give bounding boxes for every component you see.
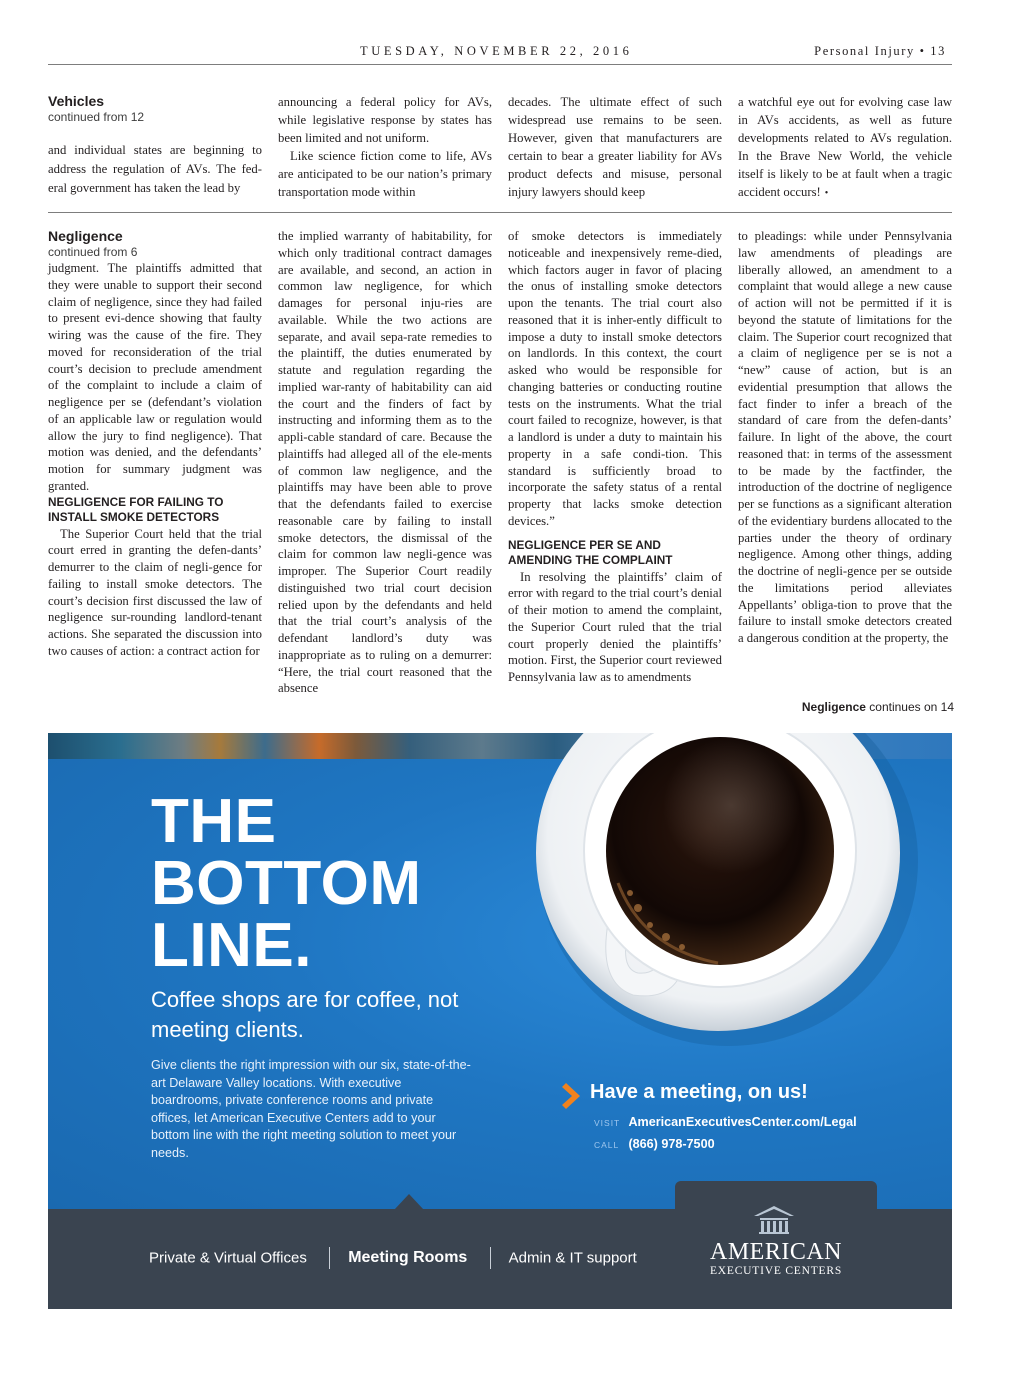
negligence-column-4 [738,228,952,647]
ad-subhead: Coffee shops are for coffee, not meeting clients. [151,987,459,1042]
headline-line-1: THE [151,787,277,856]
services-list [149,1247,637,1269]
coffee-cup-image [468,733,952,1053]
negligence-text-4: to pleadings: while under Pennsylvania law amendments of pleadings are liberally allowed, an amendment to a complaint that would allege a new cause of action will not be permitted if it is beyond the statute of limitations for the claim. The Superior court recognized that a claim of negligence per se is not a “new” cause of action, but is an evidential presumption that allows the fact finder to infer a breach of the standard of care from the defen-dants’ failure. In light of the above, the court reasoned that: in terms of the assessment to be made by the factfinder, the introduction of the doctrine of negligence per se functions as a significant alteration of the evidentiary burdens allocated to the parties under the theory of ordinary negligence. Among other things, adding the doctrine of negli-gence per se outside the limitations period alleviates Appellants’ obliga-tion to prove that the failure to install smoke detectors created a dangerous condition at the property, the [738,229,952,645]
building-icon [753,1205,795,1235]
negligence-continued: continued from 6 [48,245,138,259]
negligence-text-2: the implied warranty of habitability, for which only traditional contract damages are available, and second, an action in common law negligence, for which damages for personal inju-ries are available. While the two actions are separate, and avail sepa-rate remedies to the plaintiff, the duties enumerated by statute and regulation regarding the implied war-ranty of habitability can aid the court and the finders of fact by instructing and informing them as to the appli-cable standard of care. Because the plaintiffs had alleged all of the ele-ments of common law negligence, and the plaintiffs may have been able to prove that the defendants failed to exercise reasonable care by failing to install smoke detectors, the dismissal of the claim for common law negli-gence was improper. The Superior Court readily distinguished two trial court decision relied upon by the defendants and held that the trial court’s analysis of the defendant landlord’s duty was inappropriate as to ruling on a demurrer: “Here, the trial court reasoned that the absence [278,229,492,696]
visit-label: VISIT [594,1118,621,1128]
continuation-line [802,700,954,714]
vehicles-title: Vehicles [48,93,105,109]
band-notch [394,1194,424,1210]
ad-body-text: Give clients the right impression with our six, state-of-the-art Delaware Valley locations. With executive boardrooms, private conference rooms and private offices, let American Executive Centers add to your bottom line with the right meeting solution to meet your needs. [151,1058,471,1160]
headline-line-2: BOTTOM [151,849,422,918]
end-mark: • [824,188,829,199]
ad-headline [151,787,422,980]
negligence-title: Negligence [48,228,123,244]
company-logo [675,1181,877,1309]
vehicles-text-3: decades. The ultimate effect of such widespread use remains to be seen. However, given that manufacturers are certain to bear a greater liability for AVs product defects and misuse, personal injury lawyers should keep [508,95,722,199]
divider [329,1247,330,1269]
continuation-text: continues on 14 [869,700,954,714]
vehicles-column-2 [278,93,492,201]
issue-date: TUESDAY, NOVEMBER 22, 2016 [360,44,633,58]
vehicles-column-3 [508,93,722,201]
divider [490,1247,491,1269]
negligence-text-3b: In resolving the plaintiffs’ claim of error with regard to the trial court’s denial of their motion to amend the complaint, the Superior Court ruled that the trial court properly denied the plaintiffs’ motion. First, the Superior court reviewed Pennsylvania law as to amendments [508,569,722,684]
negligence-text-1a: judgment. The plaintiffs admitted that they were unable to support their second claim of negligence, since they had failed to present evi-dence showing that faulty wiring was the cause of the fire. They moved for reconsideration of the trial court’s decision to preclude amendment of the complaint to include a claim of negligence per se (defendant’s violation of an applicable law or regulation would allow the jury to find negligence). That motion was denied, and the defendants’ motion for summary judgment was granted. [48,261,262,493]
call-row[interactable] [594,1135,715,1153]
negligence-column-1 [48,228,262,660]
negligence-text-1b: The Superior Court held that the trial court erred in granting the defen-dants’ demurrer to the claim of negli-gence for failing to install smoke detectors. The court’s decision first discussed the law of negligence sur-rounding landlord-tenant actions. She separated the discussion into two causes of action: a contract action for [48,526,262,658]
vehicles-text-2: announcing a federal policy for AVs, while legislative response by states has been limited and not uniform. [278,95,492,145]
service-meeting-rooms: Meeting Rooms [348,1249,468,1266]
header-rule [48,64,952,65]
article-divider [48,212,952,213]
negligence-column-2 [278,228,492,697]
page-header [48,44,952,64]
visit-row[interactable] [594,1113,857,1131]
logo-text-executive-centers: EXECUTIVE CENTERS [709,1265,843,1277]
logo-text-american: AMERICAN [709,1239,842,1265]
service-private-offices: Private & Virtual Offices [149,1249,307,1267]
service-admin-it: Admin & IT support [508,1249,637,1267]
continuation-word: Negligence [801,700,866,714]
website-link[interactable]: AmericanExecutivesCenter.com/Legal [628,1115,857,1129]
vehicles-continued: continued from 12 [48,110,145,124]
chevron-right-icon [562,1081,590,1111]
call-label: CALL [594,1140,620,1150]
subhead-smoke-detectors: NEGLIGENCE FOR FAILING TO INSTALL SMOKE DETECTORS [48,494,224,524]
section-page-number: Personal Injury • 13 [814,44,946,58]
headline-line-3: LINE. [151,911,312,980]
phone-number[interactable]: (866) 978-7500 [628,1137,715,1151]
subhead-negligence-per-se: NEGLIGENCE PER SE AND AMENDING THE COMPLAINT [508,537,673,567]
vehicles-text-2b: Like science fiction come to life, AVs are anticipated to be our nation’s primary transportation mode within [278,149,492,199]
vehicles-text-1: and individual states are beginning to address the regulation of AVs. The fed-eral government has taken the lead by [48,143,262,195]
cta-title: Have a meeting, on us! [590,1081,808,1103]
negligence-text-3a: of smoke detectors is immediately noticeable and inexpensively reme-died, which factors auger in favor of placing the onus of installing smoke detectors upon the tenants. The trial court also reasoned that it is inher-ently difficult to impose a duty to install smoke detectors on landlords. In this context, the court asked who would be responsible for changing batteries or conducting routine tests on the instruments. What the trial court failed to recognize, however, is that a landlord is under a duty to maintain his property in a safe condi-tion. This standard is sufficiently broad to incorporate the safety status of a rental property that lacks smoke detection devices.” [508,229,722,528]
vehicles-column-1 [48,93,262,198]
negligence-column-3 [508,228,722,686]
advertisement [48,733,952,1309]
vehicles-text-4: a watchful eye out for evolving case law in AVs accidents, as well as future developments related to AVs regulation. In the Brave New World, the vehicle itself is likely to be at fault when a tragic accident occurs! [738,95,952,199]
vehicles-column-4 [738,93,952,203]
